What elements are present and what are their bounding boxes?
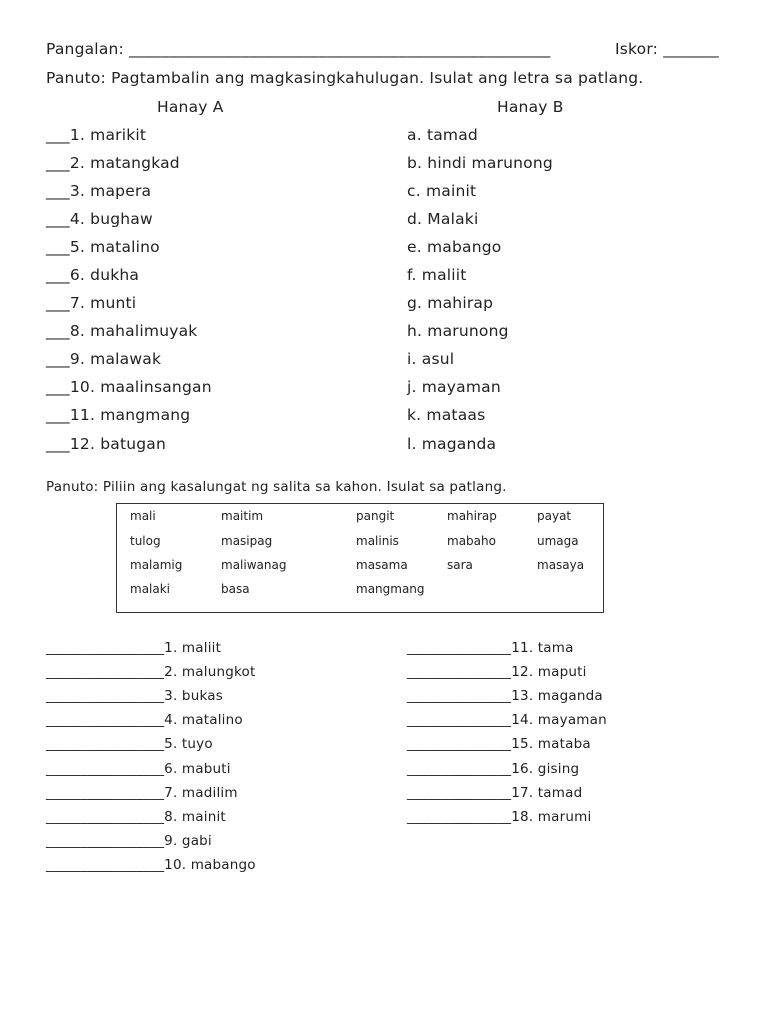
word-box-word: maliwanag — [221, 558, 287, 572]
col-a-item: ___11. mangmang — [46, 406, 191, 424]
col-b-title: Hanay B — [497, 98, 564, 116]
col-a-item: ___7. munti — [46, 294, 137, 312]
list-item: _________________2. malungkot — [46, 664, 256, 680]
list-item: _________________6. mabuti — [46, 761, 231, 777]
word-box-word: payat — [537, 509, 572, 523]
list-item: _________________8. mainit — [46, 809, 226, 825]
list-item: _______________12. maputi — [407, 664, 587, 680]
list-item: _________________10. mabango — [46, 857, 256, 873]
word-box-word: masama — [356, 558, 408, 572]
list-item: _______________11. tama — [407, 640, 574, 656]
col-b-item: l. maganda — [407, 435, 497, 453]
col-a-item: ___3. mapera — [46, 182, 152, 200]
score-line: Iskor: _______ — [615, 40, 719, 58]
col-a-title: Hanay A — [157, 98, 224, 116]
part2-instruction: Panuto: Piliin ang kasalungat ng salita sa kahon. Isulat sa patlang. — [46, 479, 507, 495]
word-box-word: mahirap — [447, 509, 497, 523]
col-b-item: f. maliit — [407, 266, 467, 284]
list-item: _________________4. matalino — [46, 712, 243, 728]
word-box-word: malamig — [130, 558, 183, 572]
col-a-item: ___4. bughaw — [46, 210, 153, 228]
col-a-item: ___5. matalino — [46, 238, 160, 256]
col-a-item: ___8. mahalimuyak — [46, 322, 198, 340]
list-item: _________________7. madilim — [46, 785, 238, 801]
col-a-item: ___9. malawak — [46, 350, 162, 368]
list-item: _______________14. mayaman — [407, 712, 607, 728]
list-item: _______________18. marumi — [407, 809, 592, 825]
word-box-word: mali — [130, 509, 156, 523]
col-b-item: c. mainit — [407, 182, 477, 200]
word-box-word: mangmang — [356, 582, 425, 596]
col-a-item: ___1. marikit — [46, 126, 147, 144]
col-b-item: b. hindi marunong — [407, 154, 553, 172]
list-item: _______________17. tamad — [407, 785, 583, 801]
list-item: _______________13. maganda — [407, 688, 603, 704]
col-a-item: ___10. maalinsangan — [46, 378, 212, 396]
word-box-word: masaya — [537, 558, 585, 572]
col-a-item: ___12. batugan — [46, 435, 167, 453]
list-item: _________________1. maliit — [46, 640, 222, 656]
col-b-item: h. marunong — [407, 322, 509, 340]
word-box-word: mabaho — [447, 534, 496, 548]
list-item: _______________16. gising — [407, 761, 580, 777]
word-box-word: malinis — [356, 534, 399, 548]
word-box-word: basa — [221, 582, 250, 596]
col-b-item: j. mayaman — [407, 378, 501, 396]
word-box-word: tulog — [130, 534, 161, 548]
col-a-item: ___6. dukha — [46, 266, 140, 284]
word-box-word: maitim — [221, 509, 264, 523]
col-b-item: e. mabango — [407, 238, 502, 256]
col-a-item: ___2. matangkad — [46, 154, 180, 172]
col-b-item: d. Malaki — [407, 210, 479, 228]
col-b-item: i. asul — [407, 350, 455, 368]
col-b-item: k. mataas — [407, 406, 486, 424]
word-box-word: pangit — [356, 509, 395, 523]
col-b-item: a. tamad — [407, 126, 478, 144]
word-box-word: umaga — [537, 534, 579, 548]
word-box-word: masipag — [221, 534, 273, 548]
word-box-word: malaki — [130, 582, 171, 596]
list-item: _______________15. mataba — [407, 736, 591, 752]
list-item: _________________3. bukas — [46, 688, 223, 704]
col-b-item: g. mahirap — [407, 294, 494, 312]
list-item: _________________9. gabi — [46, 833, 212, 849]
part1-instruction: Panuto: Pagtambalin ang magkasingkahulugan. Isulat ang letra sa patlang. — [46, 69, 644, 87]
list-item: _________________5. tuyo — [46, 736, 213, 752]
name-line: Pangalan: _____________________________________________________ — [46, 40, 551, 58]
word-box-word: sara — [447, 558, 473, 572]
